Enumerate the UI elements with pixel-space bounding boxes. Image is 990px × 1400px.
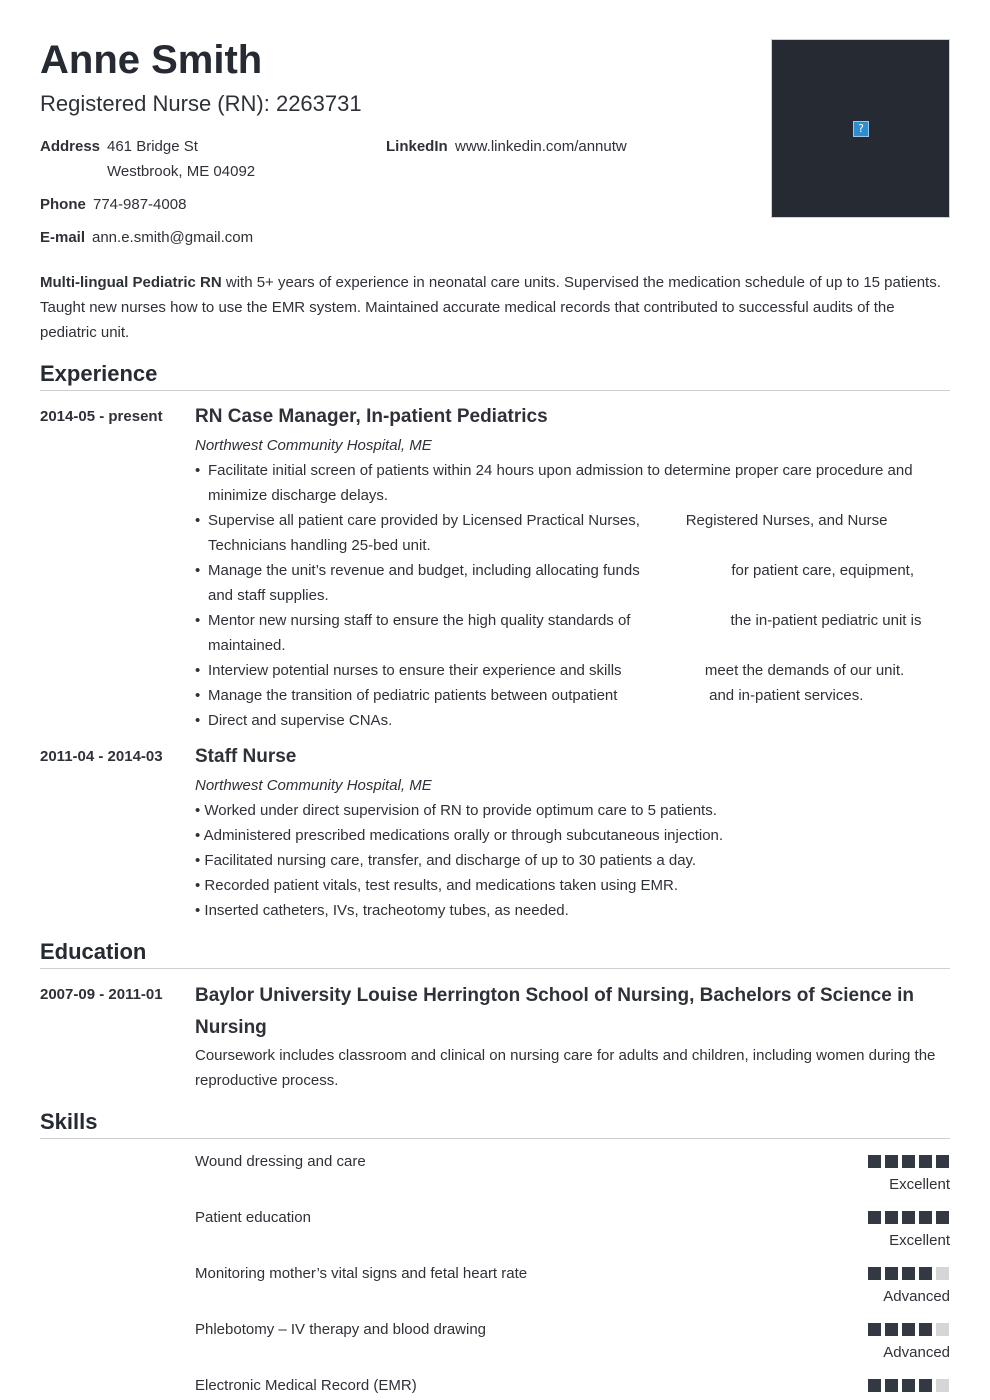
rating-square-filled (936, 1211, 949, 1224)
rating-square-empty (936, 1267, 949, 1280)
skill-rating (868, 1267, 949, 1280)
list-item: • Manage the transition of pediatric patients between outpatient and in-patient services. (195, 683, 940, 708)
skill-name: Patient education (195, 1209, 311, 1226)
rating-square-filled (885, 1267, 898, 1280)
phone-value: 774-987-4008 (93, 196, 187, 213)
list-item: • Supervise all patient care provided by Licensed Practical Nurses, Registered Nurses, and Nurse Technicians handling 25-bed unit. (195, 508, 940, 558)
address-line-1: 461 Bridge St (107, 138, 198, 155)
summary-text: with 5+ years of experience in neonatal care units. Supervised the medication schedule of up to 15 patients. Taught new nurses how to use the EMR system. Maintained accurate medical records that contributed to successful audits of the pediatric unit. (40, 274, 941, 341)
rating-square-filled (885, 1323, 898, 1336)
skills-heading: Skills (40, 1109, 98, 1134)
job-2-dates: 2011-04 - 2014-03 (40, 748, 163, 765)
rating-square-filled (868, 1211, 881, 1224)
education-1-title: Baylor University Louise Herrington School of Nursing, Bachelors of Science in Nursing (195, 985, 914, 1038)
candidate-title: Registered Nurse (RN): 2263731 (40, 91, 362, 116)
experience-heading: Experience (40, 361, 158, 386)
education-divider (40, 968, 950, 969)
summary-lead: Multi-lingual Pediatric RN (40, 274, 222, 291)
rating-square-filled (868, 1323, 881, 1336)
rating-square-filled (919, 1379, 932, 1392)
rating-square-filled (919, 1155, 932, 1168)
job-1-dates: 2014-05 - present (40, 408, 163, 425)
candidate-name: Anne Smith (40, 38, 263, 82)
skill-name: Phlebotomy – IV therapy and blood drawing (195, 1321, 487, 1338)
rating-square-filled (919, 1267, 932, 1280)
rating-square-filled (919, 1323, 932, 1336)
phone-block (40, 192, 370, 217)
rating-square-filled (936, 1155, 949, 1168)
rating-square-filled (902, 1155, 915, 1168)
skill-level: Excellent (889, 1232, 950, 1249)
skill-name: Wound dressing and care (195, 1153, 366, 1170)
job-2-duties (195, 798, 940, 923)
address-block (40, 134, 370, 184)
job-2-employer: Northwest Community Hospital, ME (195, 777, 432, 794)
skill-rating (868, 1379, 949, 1392)
job-2-role: Staff Nurse (195, 746, 297, 767)
profile-summary (40, 270, 950, 345)
list-item: • Mentor new nursing staff to ensure the high quality standards of the in-patient pediatric unit is maintained. (195, 608, 940, 658)
education-1-description: Coursework includes classroom and clinical on nursing care for adults and children, including women during the reproductive process. (195, 1047, 936, 1089)
rating-square-filled (919, 1211, 932, 1224)
rating-square-empty (936, 1379, 949, 1392)
address-label: Address (40, 138, 101, 155)
rating-square-filled (902, 1267, 915, 1280)
address-line-2: Westbrook, ME 04092 (107, 163, 256, 180)
email-block (40, 225, 370, 250)
job-1-bullets (195, 458, 940, 733)
rating-square-filled (885, 1155, 898, 1168)
rating-square-empty (936, 1323, 949, 1336)
rating-square-filled (868, 1267, 881, 1280)
list-item: • Facilitated nursing care, transfer, and discharge of up to 30 patients a day. (195, 852, 697, 869)
linkedin-block (386, 134, 706, 159)
rating-square-filled (885, 1379, 898, 1392)
skill-name: Monitoring mother’s vital signs and fetal heart rate (195, 1265, 528, 1282)
skill-rating (868, 1211, 949, 1224)
rating-square-filled (902, 1323, 915, 1336)
job-1-role: RN Case Manager, In-patient Pediatrics (195, 406, 548, 427)
skill-rating (868, 1155, 949, 1168)
skill-level: Excellent (889, 1176, 950, 1193)
linkedin-label: LinkedIn (386, 138, 448, 155)
list-item: • Inserted catheters, IVs, tracheotomy tubes, as needed. (195, 902, 569, 919)
rating-square-filled (885, 1211, 898, 1224)
email-link[interactable]: ann.e.smith@gmail.com (92, 229, 254, 246)
job-1-employer: Northwest Community Hospital, ME (195, 437, 432, 454)
list-item: • Facilitate initial screen of patients within 24 hours upon admission to determine proper care procedure and minimize discharge delays. (195, 458, 940, 508)
rating-square-filled (902, 1211, 915, 1224)
education-heading: Education (40, 939, 147, 964)
list-item: • Direct and supervise CNAs. (195, 708, 940, 733)
broken-image-icon: ? (853, 121, 869, 137)
experience-divider (40, 390, 950, 391)
phone-label: Phone (40, 196, 86, 213)
skill-rating (868, 1323, 949, 1336)
rating-square-filled (868, 1155, 881, 1168)
linkedin-link[interactable]: www.linkedin.com/annutw (455, 138, 627, 155)
profile-photo (771, 39, 950, 218)
rating-square-filled (902, 1379, 915, 1392)
email-label: E-mail (40, 229, 86, 246)
list-item: • Recorded patient vitals, test results, and medications taken using EMR. (195, 877, 678, 894)
rating-square-filled (868, 1379, 881, 1392)
list-item: • Interview potential nurses to ensure their experience and skills meet the demands of our unit. (195, 658, 940, 683)
skill-level: Advanced (883, 1344, 950, 1361)
skill-name: Electronic Medical Record (EMR) (195, 1377, 417, 1394)
list-item: • Manage the unit’s revenue and budget, including allocating funds for patient care, equipment, and staff supplies. (195, 558, 940, 608)
list-item: • Worked under direct supervision of RN to provide optimum care to 5 patients. (195, 802, 717, 819)
skills-divider (40, 1138, 950, 1139)
education-1-dates: 2007-09 - 2011-01 (40, 986, 163, 1003)
skill-level: Advanced (883, 1288, 950, 1305)
list-item: • Administered prescribed medications orally or through subcutaneous injection. (195, 827, 724, 844)
